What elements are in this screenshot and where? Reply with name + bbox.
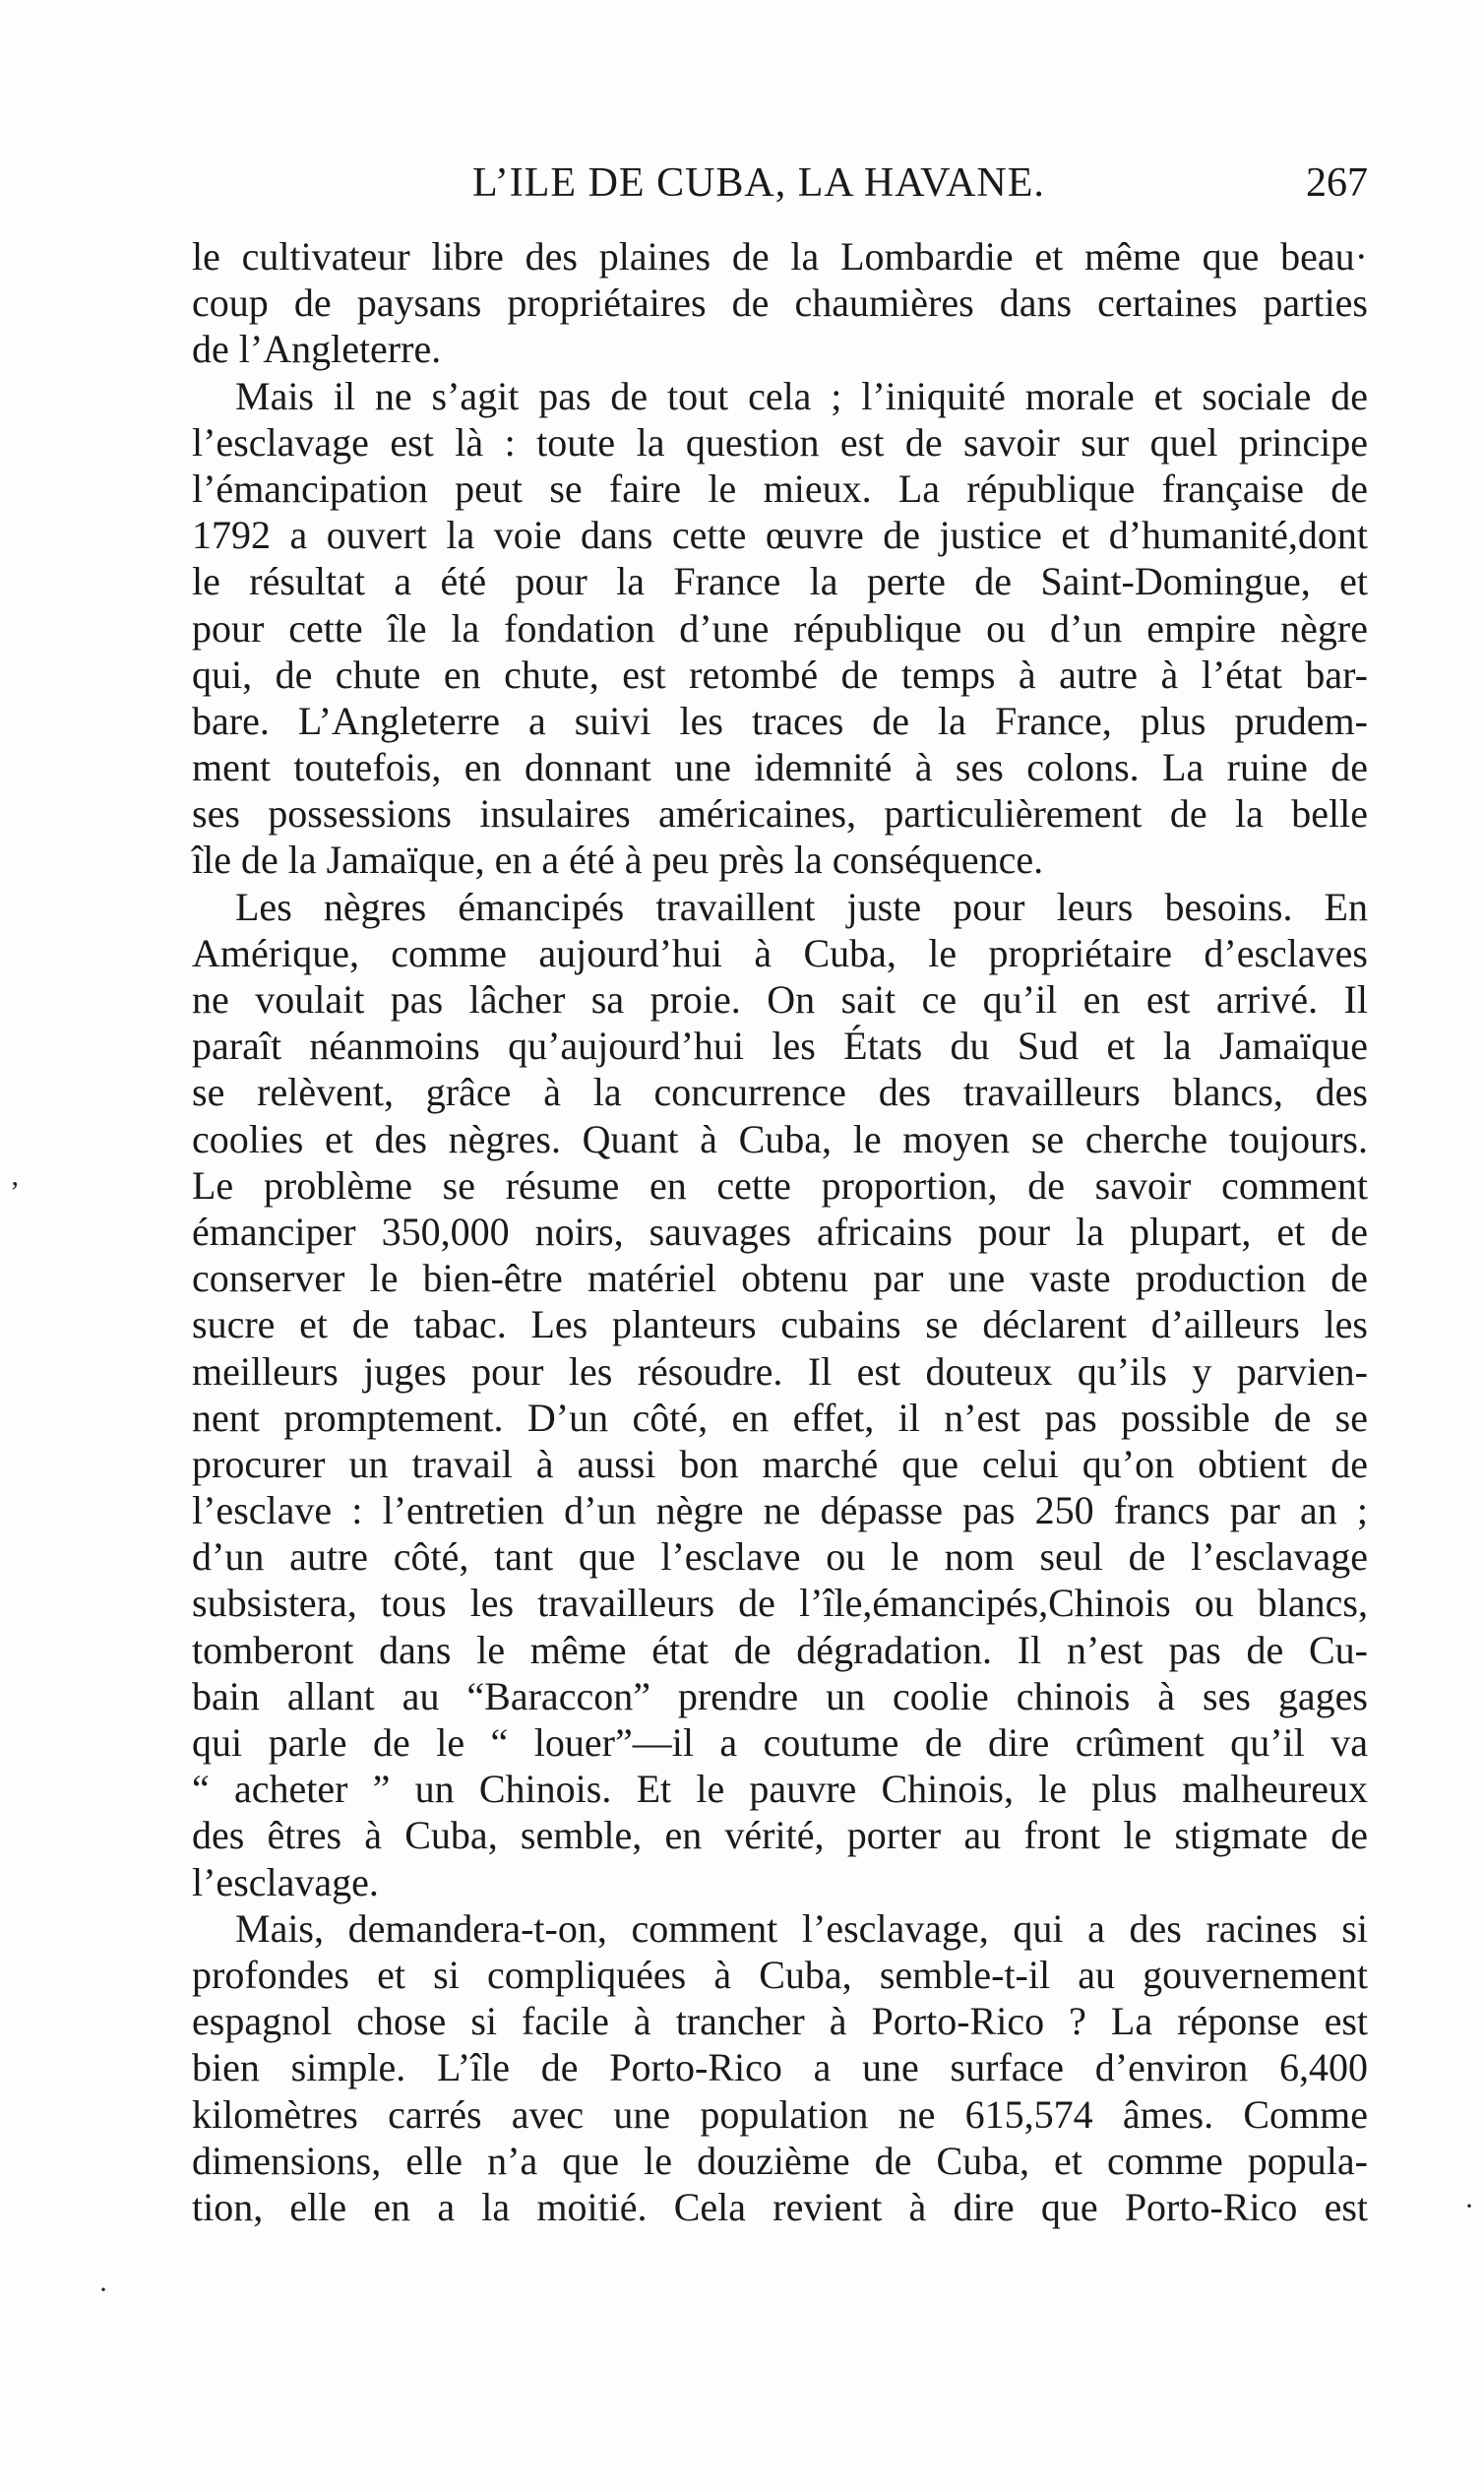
text-line: l’esclavage. bbox=[192, 1859, 379, 1904]
text-line: qui, de chute en chute, est retombé de temps à autre à l’état bar- bbox=[192, 652, 1368, 697]
text-line: d’un autre côté, tant que l’esclave ou le nom seul de l’esclavage bbox=[192, 1534, 1368, 1580]
text-line: sucre et de tabac. Les planteurs cubains se déclarent d’ailleurs les bbox=[192, 1302, 1368, 1347]
text-line: Mais il ne s’agit pas de tout cela ; l’iniquité morale et sociale de bbox=[235, 373, 1368, 418]
text-line: 1792 a ouvert la voie dans cette œuvre de justice et d’humanité,dont bbox=[192, 513, 1368, 558]
text-line: l’esclave : l’entretien d’un nègre ne dépasse pas 250 francs par an ; bbox=[192, 1488, 1368, 1533]
text-line: coup de paysans propriétaires de chaumières dans certaines parties bbox=[192, 280, 1368, 326]
text-line: coolies et des nègres. Quant à Cuba, le moyen se cherche toujours. bbox=[192, 1116, 1368, 1161]
text-line: procurer un travail à aussi bon marché que celui qu’on obtient de bbox=[192, 1441, 1368, 1486]
text-line: tion, elle en a la moitié. Cela revient à dire que Porto-Rico est bbox=[192, 2184, 1368, 2229]
text-line: l’esclavage est là : toute la question est de savoir sur quel principe bbox=[192, 419, 1368, 465]
text-line: dimensions, elle n’a que le douzième de Cuba, et comme popula- bbox=[192, 2138, 1368, 2183]
text-line: se relèvent, grâce à la concurrence des travailleurs blancs, des bbox=[192, 1070, 1368, 1115]
text-line: Mais, demandera-t-on, comment l’esclavage, qui a des racines si bbox=[235, 1905, 1368, 1951]
text-line: le résultat a été pour la France la perte de Saint-Domingue, et bbox=[192, 559, 1368, 604]
text-line: Le problème se résume en cette proportion, de savoir comment bbox=[192, 1162, 1368, 1208]
margin-speck: · bbox=[98, 2273, 108, 2306]
running-title: L’ILE DE CUBA, LA HAVANE. bbox=[472, 160, 1045, 206]
text-line: Les nègres émancipés travaillent juste pour leurs besoins. En bbox=[235, 884, 1368, 929]
text-line: espagnol chose si facile à trancher à Porto-Rico ? La réponse est bbox=[192, 1999, 1368, 2044]
text-line: meilleurs juges pour les résoudre. Il est douteux qu’ils y parvien- bbox=[192, 1348, 1368, 1394]
text-line: le cultivateur libre des plaines de la Lombardie et même que beau· bbox=[192, 234, 1368, 279]
text-line: subsistera, tous les travailleurs de l’île,émancipés,Chinois ou blancs, bbox=[192, 1581, 1368, 1626]
text-line: qui parle de le “ louer”—il a coutume de dire crûment qu’il va bbox=[192, 1720, 1368, 1765]
running-head bbox=[187, 159, 1368, 218]
text-line: de l’Angleterre. bbox=[192, 327, 442, 372]
text-line: émanciper 350,000 noirs, sauvages africains pour la plupart, et de bbox=[192, 1209, 1368, 1254]
text-line: île de la Jamaïque, en a été à peu près la conséquence. bbox=[192, 838, 1044, 883]
text-line: ses possessions insulaires américaines, particulièrement de la belle bbox=[192, 791, 1368, 837]
text-line: ment toutefois, en donnant une idemnité à ses colons. La ruine de bbox=[192, 745, 1368, 790]
margin-speck: ʼ bbox=[10, 1176, 20, 1209]
body-text bbox=[192, 233, 1368, 2230]
text-line: kilomètres carrés avec une population ne 615,574 âmes. Comme bbox=[192, 2091, 1368, 2137]
paragraph bbox=[192, 884, 1368, 1905]
text-line: ne voulait pas lâcher sa proie. On sait ce qu’il en est arrivé. Il bbox=[192, 977, 1368, 1022]
text-line: Amérique, comme aujourd’hui à Cuba, le propriétaire d’esclaves bbox=[192, 930, 1368, 975]
page-number: 267 bbox=[1306, 160, 1368, 206]
text-line: “ acheter ” un Chinois. Et le pauvre Chinois, le plus malheureux bbox=[192, 1767, 1368, 1812]
text-line: pour cette île la fondation d’une république ou d’un empire nègre bbox=[192, 605, 1368, 651]
text-line: bien simple. L’île de Porto-Rico a une surface d’environ 6,400 bbox=[192, 2045, 1368, 2090]
text-line: paraît néanmoins qu’aujourd’hui les États du Sud et la Jamaïque bbox=[192, 1024, 1368, 1069]
paragraph bbox=[192, 233, 1368, 373]
text-line: bare. L’Angleterre a suivi les traces de la France, plus prudem- bbox=[192, 698, 1368, 743]
paragraph bbox=[192, 1905, 1368, 2230]
text-line: bain allant au “Baraccon” prendre un coolie chinois à ses gages bbox=[192, 1673, 1368, 1718]
paragraph bbox=[192, 373, 1368, 884]
text-line: tomberont dans le même état de dégradation. Il n’est pas de Cu- bbox=[192, 1627, 1368, 1672]
text-line: profondes et si compliquées à Cuba, semble-t-il au gouvernement bbox=[192, 1952, 1368, 1997]
text-line: conserver le bien-être matériel obtenu par une vaste production de bbox=[192, 1256, 1368, 1301]
margin-speck: · bbox=[1464, 2190, 1474, 2222]
text-line: des êtres à Cuba, semble, en vérité, porter au front le stigmate de bbox=[192, 1813, 1368, 1858]
text-line: nent promptement. D’un côté, en effet, il n’est pas possible de se bbox=[192, 1395, 1368, 1440]
text-line: l’émancipation peut se faire le mieux. La république française de bbox=[192, 466, 1368, 511]
